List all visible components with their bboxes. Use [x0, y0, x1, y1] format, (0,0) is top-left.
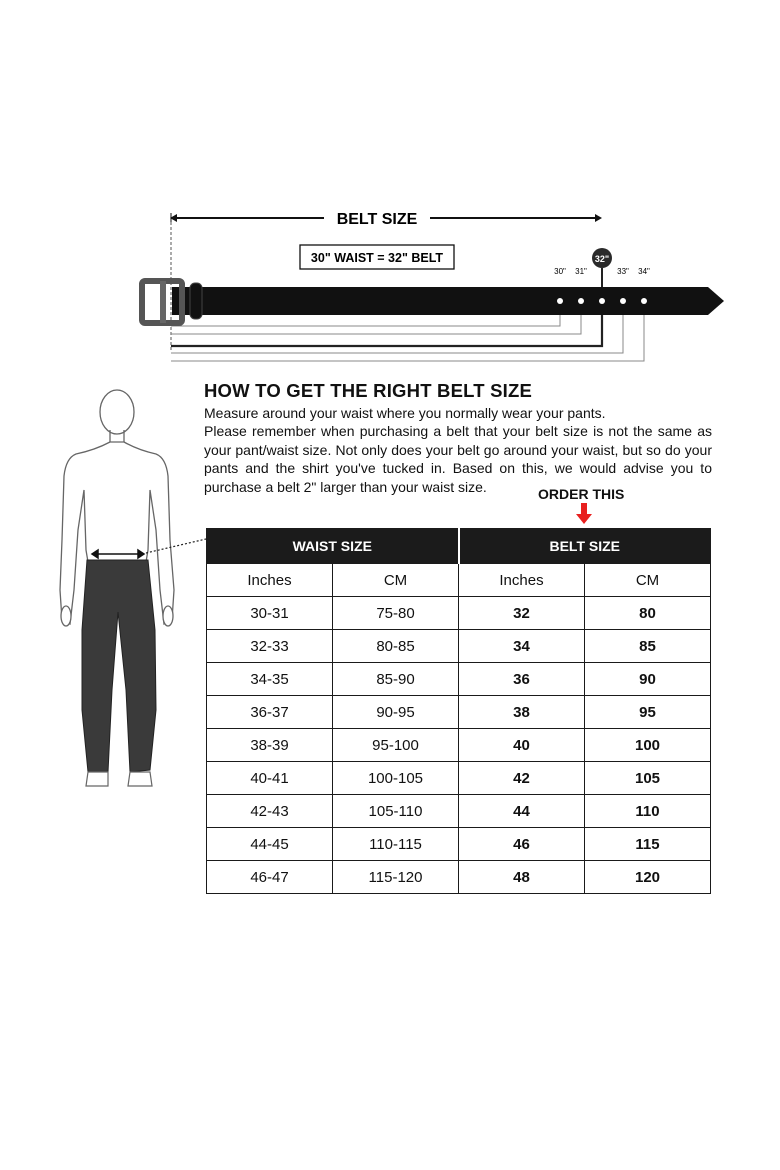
instructions-title: HOW TO GET THE RIGHT BELT SIZE	[204, 380, 533, 401]
table-row	[207, 762, 711, 795]
belt-inches-cell: 38	[459, 696, 585, 729]
instructions-section	[204, 378, 712, 496]
highlight-32-label: 32"	[594, 254, 610, 264]
waist-cm-cell: 100-105	[333, 762, 459, 795]
equation-text: 30" WAIST = 32" BELT	[310, 251, 444, 265]
waist-inches-cell: 32-33	[207, 630, 333, 663]
belt-cm-cell: 115	[585, 828, 711, 861]
waist-size-header: WAIST SIZE	[207, 529, 459, 564]
person-figure	[40, 380, 220, 800]
column-header: Inches	[207, 564, 333, 597]
belt-cm-cell: 85	[585, 630, 711, 663]
belt-cm-cell: 120	[585, 861, 711, 894]
belt-inches-cell: 42	[459, 762, 585, 795]
waist-inches-cell: 42-43	[207, 795, 333, 828]
waist-inches-cell: 38-39	[207, 729, 333, 762]
waist-cm-cell: 80-85	[333, 630, 459, 663]
size-chart-table	[206, 528, 711, 894]
waist-cm-cell: 90-95	[333, 696, 459, 729]
belt-cm-cell: 100	[585, 729, 711, 762]
hole-label-33: 33"	[617, 267, 629, 276]
hole-label-31: 31"	[575, 267, 587, 276]
waist-inches-cell: 40-41	[207, 762, 333, 795]
waist-cm-cell: 110-115	[333, 828, 459, 861]
waist-inches-cell: 36-37	[207, 696, 333, 729]
hole-label-34: 34"	[638, 267, 650, 276]
instructions-paragraph: Please remember when purchasing a belt that your belt size is not the same as your pant/waist size. Not only does your belt go around your waist, but so do your pants and the shirt you've tucked in. Based on this, we would advise you to purchase a belt 2" larger than your waist size.	[204, 423, 712, 495]
belt-inches-cell: 44	[459, 795, 585, 828]
table-row	[207, 828, 711, 861]
waist-cm-cell: 75-80	[333, 597, 459, 630]
column-header: CM	[585, 564, 711, 597]
waist-inches-cell: 46-47	[207, 861, 333, 894]
belt-size-header: BELT SIZE	[459, 529, 711, 564]
down-arrow-icon	[576, 503, 592, 525]
hole-label-30: 30"	[554, 267, 566, 276]
waist-cm-cell: 115-120	[333, 861, 459, 894]
table-row	[207, 861, 711, 894]
belt-cm-cell: 110	[585, 795, 711, 828]
belt-inches-cell: 46	[459, 828, 585, 861]
waist-inches-cell: 44-45	[207, 828, 333, 861]
belt-cm-cell: 90	[585, 663, 711, 696]
belt-cm-cell: 95	[585, 696, 711, 729]
table-row	[207, 663, 711, 696]
belt-inches-cell: 36	[459, 663, 585, 696]
column-header: CM	[333, 564, 459, 597]
waist-cm-cell: 105-110	[333, 795, 459, 828]
waist-cm-cell: 95-100	[333, 729, 459, 762]
order-this-label: ORDER THIS	[538, 486, 625, 502]
column-header: Inches	[459, 564, 585, 597]
belt-size-diagram	[0, 0, 780, 370]
table-row	[207, 597, 711, 630]
belt-keeper	[190, 283, 202, 319]
belt-inches-cell: 40	[459, 729, 585, 762]
pants	[82, 560, 156, 772]
belt-inches-cell: 34	[459, 630, 585, 663]
table-row	[207, 729, 711, 762]
table-row	[207, 696, 711, 729]
waist-inches-cell: 30-31	[207, 597, 333, 630]
belt-size-label: BELT SIZE	[336, 211, 418, 228]
instructions-line: Measure around your waist where you normally wear your pants.	[204, 405, 606, 421]
belt-inches-cell: 48	[459, 861, 585, 894]
table-row	[207, 630, 711, 663]
belt-inches-cell: 32	[459, 597, 585, 630]
waist-inches-cell: 34-35	[207, 663, 333, 696]
belt-cm-cell: 105	[585, 762, 711, 795]
table-row	[207, 795, 711, 828]
waist-cm-cell: 85-90	[333, 663, 459, 696]
belt-cm-cell: 80	[585, 597, 711, 630]
